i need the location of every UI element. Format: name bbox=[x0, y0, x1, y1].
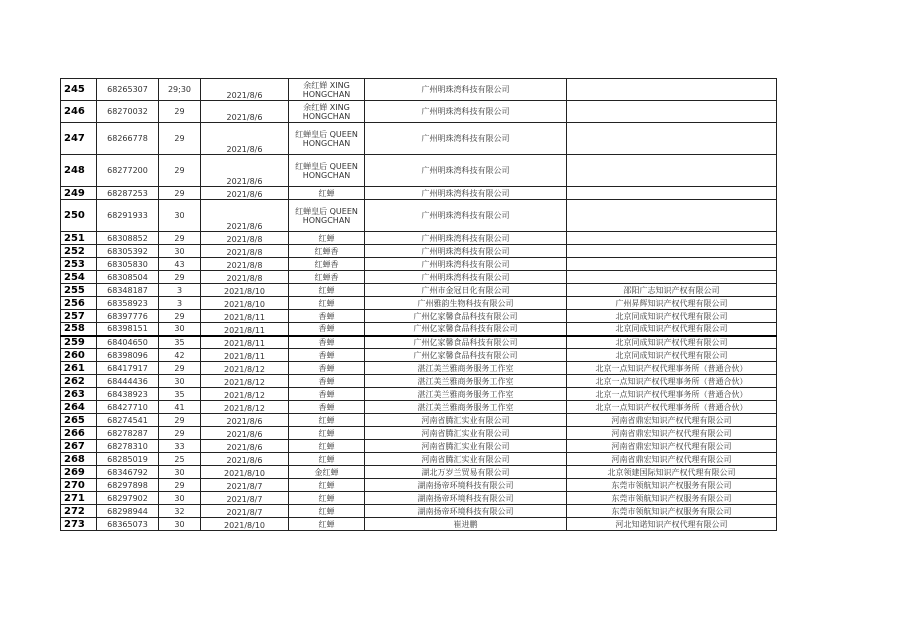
row-number: 266 bbox=[61, 427, 97, 440]
table-row bbox=[61, 200, 777, 232]
applicant-name: 广州亿家馨食品科技有限公司 bbox=[365, 323, 567, 336]
applicant-name: 广州明珠湾科技有限公司 bbox=[365, 245, 567, 258]
class-number: 35 bbox=[159, 336, 201, 349]
trademark-name: 红蝉 bbox=[289, 492, 365, 505]
registration-number: 68365073 bbox=[97, 518, 159, 531]
applicant-name: 湖南扬帝环境科技有限公司 bbox=[365, 479, 567, 492]
application-date: 2021/8/8 bbox=[201, 258, 289, 271]
table-row bbox=[61, 245, 777, 258]
table-row bbox=[61, 453, 777, 466]
registration-number: 68404650 bbox=[97, 336, 159, 349]
applicant-name: 湖北万岁兰贸易有限公司 bbox=[365, 466, 567, 479]
trademark-name: 余红婵 XING HONGCHAN bbox=[289, 79, 365, 101]
row-number: 256 bbox=[61, 297, 97, 310]
applicant-name: 广州明珠湾科技有限公司 bbox=[365, 200, 567, 232]
row-number: 268 bbox=[61, 453, 97, 466]
trademark-register-table bbox=[60, 78, 777, 531]
application-date: 2021/8/6 bbox=[201, 414, 289, 427]
registration-number: 68308504 bbox=[97, 271, 159, 284]
table-row bbox=[61, 518, 777, 531]
table-row bbox=[61, 310, 777, 323]
class-number: 30 bbox=[159, 200, 201, 232]
registration-number: 68291933 bbox=[97, 200, 159, 232]
agent-name: 北京同成知识产权代理有限公司 bbox=[567, 349, 777, 362]
class-number: 3 bbox=[159, 297, 201, 310]
agent-name: 北京一点知识产权代理事务所（普通合伙） bbox=[567, 375, 777, 388]
registration-number: 68297902 bbox=[97, 492, 159, 505]
trademark-name: 红蝉皇后 QUEEN HONGCHAN bbox=[289, 123, 365, 155]
row-number: 265 bbox=[61, 414, 97, 427]
trademark-name: 香蝉 bbox=[289, 336, 365, 349]
row-number: 254 bbox=[61, 271, 97, 284]
row-number: 247 bbox=[61, 123, 97, 155]
class-number: 29 bbox=[159, 187, 201, 200]
table-row bbox=[61, 479, 777, 492]
registration-number: 68438923 bbox=[97, 388, 159, 401]
applicant-name: 河南省腾汇实业有限公司 bbox=[365, 427, 567, 440]
trademark-name: 红蝉 bbox=[289, 297, 365, 310]
table-row bbox=[61, 258, 777, 271]
applicant-name: 湖南扬帝环境科技有限公司 bbox=[365, 492, 567, 505]
table-row bbox=[61, 375, 777, 388]
registration-number: 68270032 bbox=[97, 101, 159, 123]
row-number: 270 bbox=[61, 479, 97, 492]
applicant-name: 湛江美兰雅商务服务工作室 bbox=[365, 388, 567, 401]
agent-name: 河南省鼎宏知识产权代理有限公司 bbox=[567, 440, 777, 453]
registration-number: 68265307 bbox=[97, 79, 159, 101]
registration-number: 68444436 bbox=[97, 375, 159, 388]
registration-number: 68308852 bbox=[97, 232, 159, 245]
agent-name bbox=[567, 271, 777, 284]
row-number: 257 bbox=[61, 310, 97, 323]
trademark-name: 红蝉 bbox=[289, 440, 365, 453]
application-date: 2021/8/10 bbox=[201, 297, 289, 310]
table-row bbox=[61, 232, 777, 245]
application-date: 2021/8/6 bbox=[201, 123, 289, 155]
application-date: 2021/8/10 bbox=[201, 466, 289, 479]
class-number: 29 bbox=[159, 362, 201, 375]
application-date: 2021/8/8 bbox=[201, 245, 289, 258]
agent-name: 河北知诺知识产权代理有限公司 bbox=[567, 518, 777, 531]
applicant-name: 河南省腾汇实业有限公司 bbox=[365, 414, 567, 427]
applicant-name: 广州亿家馨食品科技有限公司 bbox=[365, 349, 567, 362]
registration-number: 68266778 bbox=[97, 123, 159, 155]
agent-name: 北京领建国际知识产权代理有限公司 bbox=[567, 466, 777, 479]
row-number: 273 bbox=[61, 518, 97, 531]
trademark-name: 香蝉 bbox=[289, 362, 365, 375]
row-number: 253 bbox=[61, 258, 97, 271]
class-number: 29 bbox=[159, 155, 201, 187]
application-date: 2021/8/6 bbox=[201, 453, 289, 466]
registration-number: 68358923 bbox=[97, 297, 159, 310]
class-number: 29 bbox=[159, 271, 201, 284]
registration-number: 68305392 bbox=[97, 245, 159, 258]
trademark-name: 香蝉 bbox=[289, 401, 365, 414]
class-number: 29 bbox=[159, 479, 201, 492]
agent-name: 邵阳广志知识产权有限公司 bbox=[567, 284, 777, 297]
table-row bbox=[61, 336, 777, 349]
row-number: 267 bbox=[61, 440, 97, 453]
row-number: 252 bbox=[61, 245, 97, 258]
row-number: 261 bbox=[61, 362, 97, 375]
registration-number: 68348187 bbox=[97, 284, 159, 297]
application-date: 2021/8/10 bbox=[201, 518, 289, 531]
agent-name: 东莞市领航知识产权服务有限公司 bbox=[567, 492, 777, 505]
trademark-name: 红蝉 bbox=[289, 518, 365, 531]
class-number: 30 bbox=[159, 323, 201, 336]
table-row bbox=[61, 323, 777, 336]
trademark-name: 香蝉 bbox=[289, 349, 365, 362]
applicant-name: 湛江美兰雅商务服务工作室 bbox=[365, 362, 567, 375]
class-number: 32 bbox=[159, 505, 201, 518]
row-number: 246 bbox=[61, 101, 97, 123]
table-row bbox=[61, 401, 777, 414]
table-row bbox=[61, 440, 777, 453]
table-row bbox=[61, 362, 777, 375]
agent-name: 河南省鼎宏知识产权代理有限公司 bbox=[567, 427, 777, 440]
application-date: 2021/8/12 bbox=[201, 388, 289, 401]
class-number: 30 bbox=[159, 492, 201, 505]
applicant-name: 湛江美兰雅商务服务工作室 bbox=[365, 401, 567, 414]
registration-number: 68398096 bbox=[97, 349, 159, 362]
agent-name: 北京一点知识产权代理事务所（普通合伙） bbox=[567, 401, 777, 414]
application-date: 2021/8/7 bbox=[201, 505, 289, 518]
class-number: 29 bbox=[159, 232, 201, 245]
application-date: 2021/8/11 bbox=[201, 336, 289, 349]
application-date: 2021/8/6 bbox=[201, 79, 289, 101]
applicant-name: 广州明珠湾科技有限公司 bbox=[365, 187, 567, 200]
agent-name: 北京一点知识产权代理事务所（普通合伙） bbox=[567, 362, 777, 375]
table-row bbox=[61, 297, 777, 310]
trademark-name: 红蝉 bbox=[289, 427, 365, 440]
agent-name: 北京同成知识产权代理有限公司 bbox=[567, 310, 777, 323]
application-date: 2021/8/7 bbox=[201, 479, 289, 492]
class-number: 29 bbox=[159, 427, 201, 440]
row-number: 245 bbox=[61, 79, 97, 101]
trademark-name: 红蝉 bbox=[289, 453, 365, 466]
registration-number: 68274541 bbox=[97, 414, 159, 427]
agent-name bbox=[567, 187, 777, 200]
table-row bbox=[61, 492, 777, 505]
class-number: 43 bbox=[159, 258, 201, 271]
registration-number: 68297898 bbox=[97, 479, 159, 492]
applicant-name: 广州明珠湾科技有限公司 bbox=[365, 79, 567, 101]
trademark-name: 红蝉皇后 QUEEN HONGCHAN bbox=[289, 200, 365, 232]
application-date: 2021/8/6 bbox=[201, 187, 289, 200]
application-date: 2021/8/6 bbox=[201, 427, 289, 440]
row-number: 248 bbox=[61, 155, 97, 187]
table-row bbox=[61, 271, 777, 284]
registration-number: 68346792 bbox=[97, 466, 159, 479]
class-number: 33 bbox=[159, 440, 201, 453]
applicant-name: 广州亿家馨食品科技有限公司 bbox=[365, 336, 567, 349]
applicant-name: 广州亿家馨食品科技有限公司 bbox=[365, 310, 567, 323]
trademark-name: 红蝉皇后 QUEEN HONGCHAN bbox=[289, 155, 365, 187]
table-row bbox=[61, 79, 777, 101]
class-number: 30 bbox=[159, 518, 201, 531]
registration-number: 68398151 bbox=[97, 323, 159, 336]
class-number: 29 bbox=[159, 101, 201, 123]
table-row bbox=[61, 466, 777, 479]
trademark-name: 金红蝉 bbox=[289, 466, 365, 479]
row-number: 251 bbox=[61, 232, 97, 245]
row-number: 255 bbox=[61, 284, 97, 297]
agent-name: 北京一点知识产权代理事务所（普通合伙） bbox=[567, 388, 777, 401]
trademark-name: 红蝉 bbox=[289, 414, 365, 427]
applicant-name: 广州明珠湾科技有限公司 bbox=[365, 271, 567, 284]
trademark-name: 香蝉 bbox=[289, 375, 365, 388]
class-number: 30 bbox=[159, 245, 201, 258]
table-body bbox=[61, 79, 777, 531]
application-date: 2021/8/12 bbox=[201, 362, 289, 375]
application-date: 2021/8/6 bbox=[201, 440, 289, 453]
class-number: 41 bbox=[159, 401, 201, 414]
class-number: 29 bbox=[159, 414, 201, 427]
applicant-name: 湖南扬帝环境科技有限公司 bbox=[365, 505, 567, 518]
agent-name bbox=[567, 155, 777, 187]
row-number: 250 bbox=[61, 200, 97, 232]
table-row bbox=[61, 123, 777, 155]
agent-name: 北京同成知识产权代理有限公司 bbox=[567, 323, 777, 336]
row-number: 263 bbox=[61, 388, 97, 401]
row-number: 260 bbox=[61, 349, 97, 362]
class-number: 30 bbox=[159, 375, 201, 388]
row-number: 258 bbox=[61, 323, 97, 336]
applicant-name: 河南省腾汇实业有限公司 bbox=[365, 440, 567, 453]
applicant-name: 广州明珠湾科技有限公司 bbox=[365, 232, 567, 245]
registration-number: 68278310 bbox=[97, 440, 159, 453]
application-date: 2021/8/11 bbox=[201, 323, 289, 336]
registration-number: 68278287 bbox=[97, 427, 159, 440]
agent-name: 河南省鼎宏知识产权代理有限公司 bbox=[567, 414, 777, 427]
application-date: 2021/8/6 bbox=[201, 155, 289, 187]
agent-name: 北京同成知识产权代理有限公司 bbox=[567, 336, 777, 349]
applicant-name: 广州明珠湾科技有限公司 bbox=[365, 155, 567, 187]
trademark-name: 红蝉香 bbox=[289, 245, 365, 258]
agent-name bbox=[567, 101, 777, 123]
applicant-name: 广州市金冠日化有限公司 bbox=[365, 284, 567, 297]
table-row bbox=[61, 101, 777, 123]
application-date: 2021/8/6 bbox=[201, 200, 289, 232]
agent-name bbox=[567, 245, 777, 258]
registration-number: 68417917 bbox=[97, 362, 159, 375]
row-number: 271 bbox=[61, 492, 97, 505]
agent-name bbox=[567, 200, 777, 232]
registration-number: 68305830 bbox=[97, 258, 159, 271]
agent-name: 东莞市领航知识产权服务有限公司 bbox=[567, 505, 777, 518]
application-date: 2021/8/12 bbox=[201, 401, 289, 414]
class-number: 3 bbox=[159, 284, 201, 297]
trademark-name: 红蝉 bbox=[289, 232, 365, 245]
agent-name: 东莞市领航知识产权服务有限公司 bbox=[567, 479, 777, 492]
class-number: 35 bbox=[159, 388, 201, 401]
table-row bbox=[61, 388, 777, 401]
row-number: 262 bbox=[61, 375, 97, 388]
trademark-name: 红蝉 bbox=[289, 479, 365, 492]
application-date: 2021/8/11 bbox=[201, 310, 289, 323]
applicant-name: 广州明珠湾科技有限公司 bbox=[365, 258, 567, 271]
application-date: 2021/8/8 bbox=[201, 271, 289, 284]
row-number: 269 bbox=[61, 466, 97, 479]
registration-number: 68427710 bbox=[97, 401, 159, 414]
agent-name bbox=[567, 232, 777, 245]
agent-name bbox=[567, 123, 777, 155]
application-date: 2021/8/12 bbox=[201, 375, 289, 388]
application-date: 2021/8/6 bbox=[201, 101, 289, 123]
application-date: 2021/8/11 bbox=[201, 349, 289, 362]
registration-number: 68285019 bbox=[97, 453, 159, 466]
application-date: 2021/8/8 bbox=[201, 232, 289, 245]
class-number: 29 bbox=[159, 310, 201, 323]
table-row bbox=[61, 187, 777, 200]
registration-number: 68298944 bbox=[97, 505, 159, 518]
class-number: 29;30 bbox=[159, 79, 201, 101]
row-number: 272 bbox=[61, 505, 97, 518]
row-number: 249 bbox=[61, 187, 97, 200]
table-row bbox=[61, 155, 777, 187]
row-number: 264 bbox=[61, 401, 97, 414]
class-number: 29 bbox=[159, 123, 201, 155]
trademark-name: 香蝉 bbox=[289, 388, 365, 401]
registration-number: 68287253 bbox=[97, 187, 159, 200]
class-number: 25 bbox=[159, 453, 201, 466]
trademark-name: 红蝉 bbox=[289, 505, 365, 518]
class-number: 30 bbox=[159, 466, 201, 479]
trademark-name: 红蝉香 bbox=[289, 271, 365, 284]
table-row bbox=[61, 349, 777, 362]
row-number: 259 bbox=[61, 336, 97, 349]
table-row bbox=[61, 505, 777, 518]
applicant-name: 湛江美兰雅商务服务工作室 bbox=[365, 375, 567, 388]
applicant-name: 广州明珠湾科技有限公司 bbox=[365, 123, 567, 155]
agent-name bbox=[567, 258, 777, 271]
agent-name bbox=[567, 79, 777, 101]
trademark-name: 香蝉 bbox=[289, 310, 365, 323]
applicant-name: 广州明珠湾科技有限公司 bbox=[365, 101, 567, 123]
applicant-name: 河南省腾汇实业有限公司 bbox=[365, 453, 567, 466]
table-row bbox=[61, 414, 777, 427]
registration-number: 68397776 bbox=[97, 310, 159, 323]
agent-name: 河南省鼎宏知识产权代理有限公司 bbox=[567, 453, 777, 466]
trademark-name: 红蝉 bbox=[289, 284, 365, 297]
trademark-name: 香蝉 bbox=[289, 323, 365, 336]
agent-name: 广州昇辉知识产权代理有限公司 bbox=[567, 297, 777, 310]
applicant-name: 崔进鹏 bbox=[365, 518, 567, 531]
table-row bbox=[61, 284, 777, 297]
registration-number: 68277200 bbox=[97, 155, 159, 187]
table-row bbox=[61, 427, 777, 440]
trademark-name: 红蝉香 bbox=[289, 258, 365, 271]
application-date: 2021/8/10 bbox=[201, 284, 289, 297]
applicant-name: 广州雅韵生物科技有限公司 bbox=[365, 297, 567, 310]
class-number: 42 bbox=[159, 349, 201, 362]
application-date: 2021/8/7 bbox=[201, 492, 289, 505]
trademark-name: 红蝉 bbox=[289, 187, 365, 200]
trademark-name: 余红婵 XING HONGCHAN bbox=[289, 101, 365, 123]
